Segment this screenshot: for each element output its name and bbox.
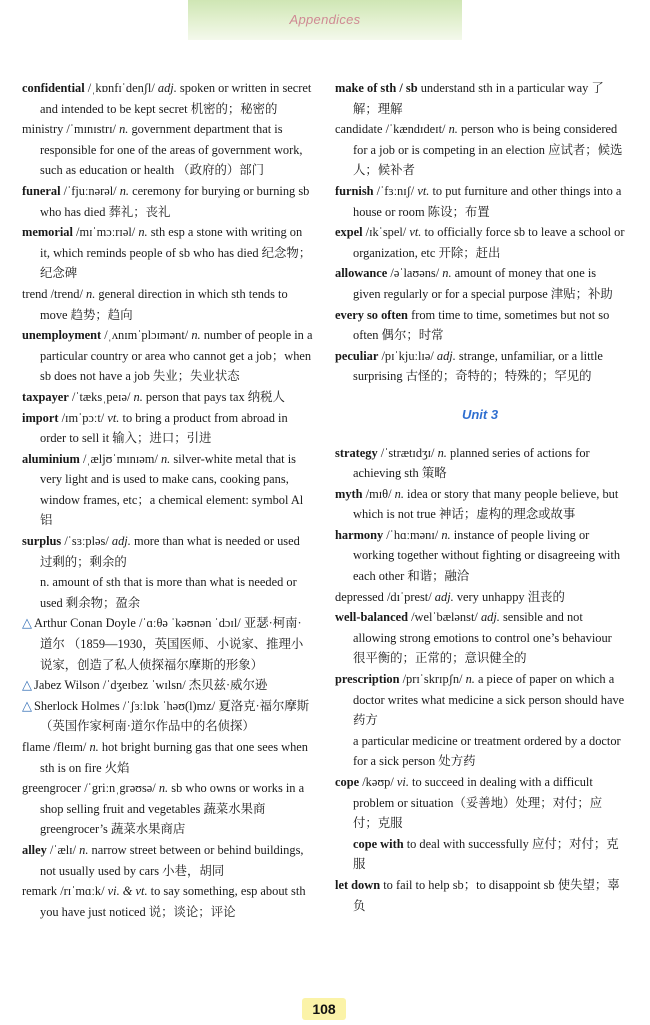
headword: flame — [22, 740, 51, 754]
glossary-entry — [22, 778, 314, 819]
glossary-entry — [335, 669, 625, 731]
definition: a piece of paper on which a doctor writes what medicine a sick person should have 药方 — [353, 672, 625, 728]
glossary-entry — [335, 607, 625, 669]
part-of-speech: n. — [160, 451, 171, 466]
glossary-entry — [22, 325, 314, 387]
glossary-entry — [335, 222, 625, 263]
part-of-speech: n. — [138, 225, 148, 240]
proper-name-entry — [22, 675, 314, 696]
definition: to officially force sb to leave a school or organization, etc 开除；赶出 — [353, 225, 625, 260]
glossary-entry — [22, 408, 314, 449]
part-of-speech: vt. — [417, 183, 430, 198]
headword: strategy — [335, 445, 378, 460]
headword: unemployment — [22, 328, 102, 343]
part-of-speech: n. — [79, 842, 89, 857]
headword: cope with — [353, 836, 404, 851]
glossary-entry — [335, 587, 625, 608]
headword: candidate — [335, 122, 383, 137]
pronunciation: /fleɪm/ — [50, 740, 90, 754]
headword: depressed — [335, 589, 384, 604]
definition: person who is being considered for a job or is competing in an election 应试者；候选人；候补者 — [353, 122, 623, 178]
pronunciation: /ˈtæksˌpeɪə/ — [68, 389, 134, 404]
pronunciation: /əˈlaʊəns/ — [387, 266, 443, 281]
part-of-speech: adj. — [480, 610, 500, 625]
glossary-entry — [22, 119, 314, 181]
definition: to fail to help sb；to disappoint sb 使失望；辜负 — [353, 877, 620, 913]
part-of-speech: n. — [40, 575, 50, 590]
right-column — [335, 78, 625, 916]
part-of-speech: adj. — [436, 348, 456, 363]
part-of-speech: adj. — [111, 534, 131, 549]
part-of-speech: vi. — [396, 775, 409, 789]
headword: trend — [22, 286, 48, 301]
pronunciation: /trend/ — [47, 286, 87, 301]
glossary-entry — [335, 484, 625, 525]
entry-text: greengrocer’s 蔬菜水果商店 — [40, 822, 186, 837]
definition: sb who owns or works in a shop selling fruit and vegetables 蔬菜水果商 — [40, 781, 305, 816]
glossary-entry — [335, 119, 625, 181]
part-of-speech: n. — [394, 486, 404, 501]
glossary-entry — [335, 78, 625, 119]
part-of-speech: n. — [133, 389, 143, 404]
pronunciation: /ˈkændɪdeɪt/ — [382, 122, 449, 137]
part-of-speech: n. — [441, 527, 451, 542]
pronunciation: /prɪˈskrɪpʃn/ — [399, 672, 466, 687]
pronunciation: /ˈsɜːpləs/ — [61, 534, 112, 549]
glossary-entry — [335, 305, 625, 346]
glossary-entry — [22, 387, 314, 408]
headword: myth — [335, 486, 363, 501]
part-of-speech: n. — [191, 328, 201, 343]
glossary-entry — [335, 875, 625, 916]
header-title: Appendices — [289, 12, 361, 27]
glossary-entry — [335, 181, 625, 222]
glossary-entry — [22, 181, 314, 222]
glossary-entry — [22, 222, 314, 284]
definition: narrow street between or behind buildings, not usually used by cars 小巷，胡同 — [40, 842, 304, 878]
pronunciation: /ɪkˈspel/ — [362, 225, 410, 240]
definition: to succeed in dealing with a difficult problem or situation（妥善地）处理；对付；应付；克服 — [353, 775, 603, 831]
part-of-speech: n. — [442, 266, 452, 281]
pronunciation: /dɪˈprest/ — [383, 589, 435, 604]
proper-name-entry — [22, 613, 314, 675]
part-of-speech: n. — [448, 122, 458, 137]
headword: every so often — [335, 307, 408, 322]
pronunciation: /rɪˈmɑːk/ — [57, 884, 108, 899]
definition: to put furniture and other things into a house or room 陈设；布置 — [353, 183, 622, 219]
sub-entry — [335, 834, 625, 875]
glossary-entry — [22, 840, 314, 881]
headword: confidential — [22, 81, 85, 95]
triangle-icon: △ — [22, 615, 32, 631]
definition: idea or story that many people believe, but which is not true 神话；虚构的理念或故事 — [353, 486, 619, 522]
part-of-speech: vt. — [107, 410, 120, 425]
headword: let down — [335, 877, 381, 892]
headword: make of sth / sb — [335, 81, 418, 95]
part-of-speech: adj. — [157, 81, 177, 95]
right-column-top — [335, 78, 625, 387]
part-of-speech: n. — [465, 672, 475, 687]
left-column — [22, 78, 314, 922]
headword: allowance — [335, 266, 388, 281]
glossary-entry — [22, 737, 314, 778]
part-of-speech: n. — [119, 122, 129, 137]
pronunciation: /ˈfɜːnɪʃ/ — [373, 183, 418, 198]
pronunciation: /ˈhɑːmənɪ/ — [383, 527, 442, 542]
pronunciation: /ˈfjuːnərəl/ — [60, 183, 120, 198]
definition: number of people in a particular country or area who cannot get a job；when sb does not have a job 失业；失业状态 — [40, 328, 313, 384]
definition: to say something, esp about sth you have just noticed 说；谈论；评论 — [40, 884, 306, 919]
definition: amount of money that one is given regularly or for a special purpose 津贴；补助 — [353, 266, 613, 301]
definition: to bring a product from abroad in order to sell it 输入；进口；引进 — [40, 410, 288, 446]
pronunciation: /ˌkɒnfɪˈdenʃl/ — [84, 81, 158, 95]
part-of-speech: vi. & vt. — [107, 884, 148, 899]
definition: instance of people living or working together without fighting or disagreeing with each other 和谐；融洽 — [353, 527, 621, 584]
glossary-entry — [22, 78, 314, 119]
definition: spoken or written in secret and intended to be kept secret 机密的；秘密的 — [40, 81, 312, 116]
headword: harmony — [335, 527, 384, 542]
definition: more than what is needed or used 过剩的；剩余的 — [40, 534, 300, 569]
headword: aluminium — [22, 451, 80, 466]
triangle-icon: △ — [22, 677, 32, 693]
glossary-entry — [22, 531, 314, 572]
pronunciation: /mɪˈmɔːrɪəl/ — [72, 225, 139, 240]
pronunciation: /ˈælɪ/ — [46, 842, 80, 857]
headword: memorial — [22, 225, 73, 240]
definition: to deal with successfully 应付；对付；克服 — [353, 836, 619, 872]
headword: greengrocer — [22, 781, 82, 796]
glossary-entry — [22, 881, 314, 922]
headword: cope — [335, 775, 360, 789]
sub-entry — [335, 731, 625, 772]
glossary-entry — [335, 525, 625, 587]
triangle-icon: △ — [22, 697, 32, 713]
glossary-entry — [22, 284, 314, 325]
part-of-speech: vt. — [409, 225, 422, 240]
headword: remark — [22, 884, 58, 899]
definition: sth esp a stone with writing on it, which reminds people of sb who has died 纪念物；纪念碑 — [40, 225, 312, 281]
definition: sensible and not allowing strong emotions to control one’s behaviour 很平衡的；正常的；意识健全的 — [353, 610, 612, 666]
pronunciation: /ɪmˈpɔːt/ — [58, 410, 108, 425]
proper-name-entry — [22, 696, 314, 737]
definition: ceremony for burying or burning sb who has died 葬礼；丧礼 — [40, 183, 310, 219]
headword: ministry — [22, 122, 64, 137]
part-of-speech: n. — [89, 740, 99, 754]
definition: person that pays tax 纳税人 — [142, 389, 285, 404]
definition: hot bright burning gas that one sees when sth is on fire 火焰 — [40, 740, 308, 775]
definition: silver-white metal that is very light and is used to make cans, cooking pans, window frames, etc；a chemical element: symbol Al 铝 — [40, 451, 304, 528]
pronunciation: /ˈmɪnɪstrɪ/ — [63, 122, 120, 137]
headword: expel — [335, 225, 363, 240]
headword: surplus — [22, 534, 62, 549]
pronunciation: /ˌæljʊˈmɪnɪəm/ — [79, 451, 161, 466]
headword: taxpayer — [22, 389, 69, 404]
glossary-entry — [22, 449, 314, 531]
definition: a particular medicine or treatment ordered by a doctor for a sick person 处方药 — [353, 733, 621, 769]
pronunciation: /pɪˈkjuːlɪə/ — [378, 348, 437, 363]
unit-heading: Unit 3 — [461, 406, 499, 422]
sub-entry — [22, 819, 314, 840]
part-of-speech: adj. — [434, 589, 454, 604]
pronunciation: /kəʊp/ — [359, 775, 397, 789]
part-of-speech: n. — [86, 286, 96, 301]
part-of-speech: n. — [158, 781, 169, 796]
headword: import — [22, 410, 59, 425]
headword: furnish — [335, 183, 374, 198]
entry-text: Sherlock Holmes /ˈʃɜːlɒk ˈhəʊ(l)mz/ 夏洛克·福尔摩斯（英国作家柯南·道尔作品中的名侦探） — [34, 698, 310, 734]
page-number: 108 — [302, 998, 346, 1020]
headword: funeral — [22, 183, 61, 198]
pronunciation: /ˈstrætɪdʒɪ/ — [377, 445, 438, 460]
definition: amount of sth that is more than what is needed or used 剩余物；盈余 — [40, 575, 297, 610]
definition: government department that is responsible for one of the areas of government work, such as education or health （政府的）部门 — [40, 122, 303, 178]
headword: alley — [22, 842, 47, 857]
pronunciation: /welˈbælənst/ — [407, 610, 481, 625]
glossary-entry — [335, 772, 625, 834]
pronunciation: /ˈgriːnˌgrəʊsə/ — [81, 781, 159, 796]
part-of-speech: n. — [437, 445, 447, 460]
pronunciation: /mɪθ/ — [362, 486, 395, 501]
headword: well-balanced — [335, 610, 408, 625]
definition: from time to time, sometimes but not so often 偶尔；时常 — [353, 307, 610, 343]
glossary-entry — [335, 346, 625, 387]
pronunciation: /ˌʌnɪmˈplɔɪmənt/ — [101, 328, 192, 343]
definition: planned series of actions for achieving sth 策略 — [353, 445, 590, 481]
glossary-entry — [335, 263, 625, 304]
right-column-bottom — [335, 443, 625, 917]
glossary-entry — [335, 443, 625, 484]
definition: strange, unfamiliar, or a little surprising 古怪的；奇特的；特殊的；罕见的 — [353, 348, 603, 384]
definition: understand sth in a particular way 了解；理解 — [353, 81, 604, 116]
sub-entry — [22, 572, 314, 613]
part-of-speech: n. — [119, 183, 130, 198]
headword: peculiar — [335, 348, 379, 363]
entry-text: Arthur Conan Doyle /ˈɑːθə ˈkəʊnən ˈdɔɪl/ 亚瑟·柯南·道尔 （1859—1930，英国医师、小说家、推理小说家，创造了私人侦探福尔摩斯的形象） — [34, 616, 304, 672]
header-banner — [188, 0, 462, 40]
definition: general direction in which sth tends to move 趋势；趋向 — [40, 286, 288, 322]
headword: prescription — [335, 672, 400, 687]
entry-text: Jabez Wilson /ˈdʒeɪbez ˈwɪlsn/ 杰贝兹·威尔逊 — [34, 678, 268, 693]
definition: very unhappy 沮丧的 — [453, 589, 565, 604]
